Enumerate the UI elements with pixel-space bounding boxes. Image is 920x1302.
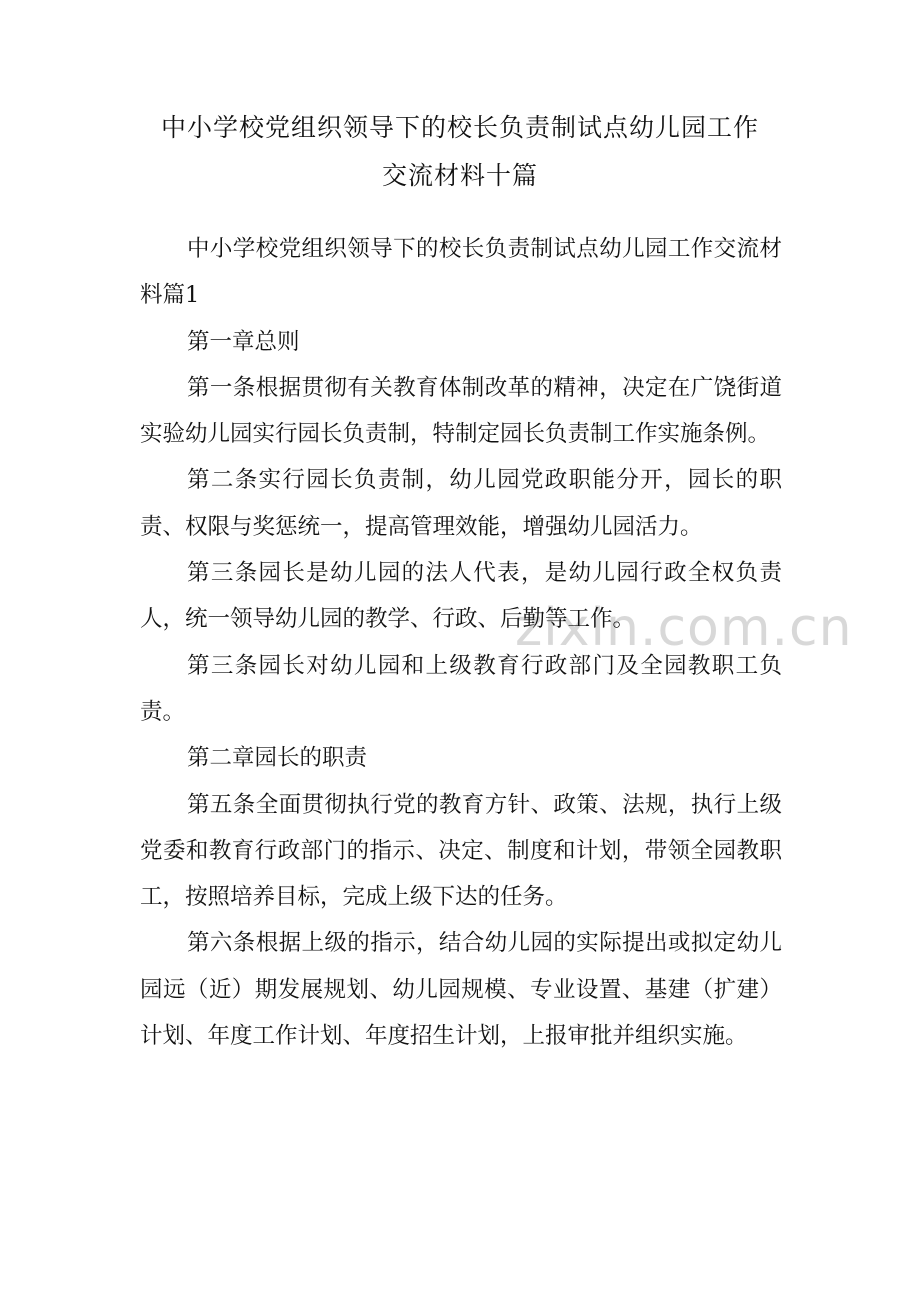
- document-title-line-2: 交流材料十篇: [381, 161, 538, 190]
- paragraph-article-3b: 第三条园长对幼儿园和上级教育行政部门及全园教职工负责。: [140, 652, 782, 725]
- document-body: [140, 226, 782, 1059]
- paragraph-article-6: 第六条根据上级的指示，结合幼儿园的实际提出或拟定幼儿园远（近）期发展规划、幼儿园规模、专业设置、基建（扩建）计划、年度工作计划、年度招生计划，上报审批并组织实施。: [140, 930, 782, 1050]
- paragraph-article-2: 第二条实行园长负责制，幼儿园党政职能分开，园长的职责、权限与奖惩统一，提高管理效能，增强幼儿园活力。: [140, 467, 782, 540]
- paragraph-chapter-1-heading: 第一章总则: [187, 328, 300, 355]
- paragraph-article-3: 第三条园长是幼儿园的法人代表，是幼儿园行政全权负责人，统一领导幼儿园的教学、行政、后勤等工作。: [140, 560, 782, 633]
- paragraph-article-5: 第五条全面贯彻执行党的教育方针、政策、法规，执行上级党委和教育行政部门的指示、决定、制度和计划，带领全园教职工，按照培养目标，完成上级下达的任务。: [140, 791, 782, 911]
- paragraph-section-heading: 中小学校党组织领导下的校长负责制试点幼儿园工作交流材料篇1: [140, 236, 782, 309]
- paragraph-article-1: 第一条根据贯彻有关教育体制改革的精神，决定在广饶街道实验幼儿园实行园长负责制，特制定园长负责制工作实施条例。: [140, 374, 782, 448]
- paragraph-chapter-2-heading: 第二章园长的职责: [187, 745, 368, 772]
- watermark: zixin.com.cn: [515, 598, 853, 658]
- document-title-line-1: 中小学校党组织领导下的校长负责制试点幼儿园工作: [160, 113, 759, 142]
